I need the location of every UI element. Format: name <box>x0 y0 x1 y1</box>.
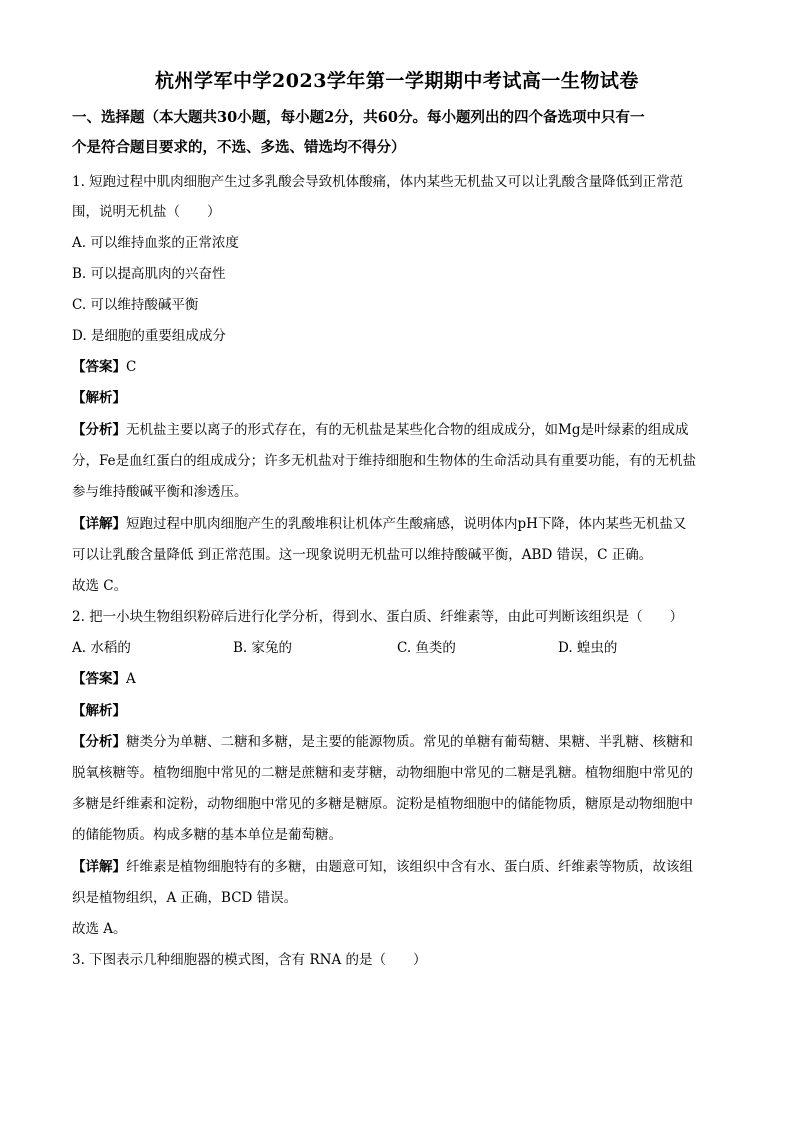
q2-fenxi-line-4: 的储能物质。构成多糖的基本单位是葡萄糖。 <box>72 827 342 843</box>
xiangjie-tag: 【详解】 <box>72 859 126 875</box>
answer-tag: 【答案】 <box>72 671 126 687</box>
q1-xiangjie-line-1 <box>72 514 722 534</box>
q2-fenxi-line-2: 脱氧核糖等。植物细胞中常见的二糖是蔗糖和麦芽糖，动物细胞中常见的二糖是乳糖。植物细胞中常见的 <box>72 765 693 781</box>
q1-option-a: A. 可以维持血浆的正常浓度 <box>72 235 239 251</box>
q2-option-a: A. 水稻的 <box>72 640 131 656</box>
q1-fenxi-line-1 <box>72 420 722 440</box>
answer-tag: 【答案】 <box>72 359 126 375</box>
q1-option-b: B. 可以提高肌肉的兴奋性 <box>72 266 226 282</box>
q2-fenxi-line-1 <box>72 732 722 752</box>
xiangjie-text: 纤维素是植物细胞特有的多糖，由题意可知，该组织中含有水、蛋白质、纤维素等物质，故该组 <box>126 859 693 875</box>
q1-option-d: D. 是细胞的重要组成成分 <box>72 328 226 344</box>
fenxi-tag: 【分析】 <box>72 734 126 750</box>
q1-stem-line-1: 1. 短跑过程中肌肉细胞产生过多乳酸会导致机体酸痛，体内某些无机盐又可以让乳酸含量降低到正常范 <box>72 174 684 190</box>
q3-stem: 3. 下图表示几种细胞器的模式图，含有 RNA 的是（ ） <box>72 952 427 968</box>
q2-option-d: D. 蝗虫的 <box>558 640 618 656</box>
fenxi-text: 糖类分为单糖、二糖和多糖，是主要的能源物质。常见的单糖有葡萄糖、果糖、半乳糖、核糖和 <box>126 734 693 750</box>
q2-stem: 2. 把一小块生物组织粉碎后进行化学分析，得到水、蛋白质、纤维素等，由此可判断该组织是（ ） <box>72 609 684 625</box>
fenxi-text: 无机盐主要以离子的形式存在，有的无机盐是某些化合物的组成成分，如Mg是叶绿素的组成成 <box>126 422 689 438</box>
q1-conclusion: 故选 C。 <box>72 578 128 594</box>
answer-value: C <box>126 359 137 375</box>
q2-xiangjie-line-1 <box>72 857 722 877</box>
q1-xiangjie-line-2: 可以让乳酸含量降低 到正常范围。这一现象说明无机盐可以维持酸碱平衡，ABD 错误，C 正确。 <box>72 547 653 563</box>
fenxi-tag: 【分析】 <box>72 422 126 438</box>
q2-option-c: C. 鱼类的 <box>397 640 456 656</box>
q1-fenxi-line-3: 参与维持酸碱平衡和渗透压。 <box>72 484 248 500</box>
section-heading-line-2: 个是符合题目要求的，不选、多选、错选均不得分） <box>72 139 406 156</box>
q2-xiangjie-line-2: 织是植物组织，A 正确，BCD 错误。 <box>72 890 298 906</box>
xiangjie-text: 短跑过程中肌肉细胞产生的乳酸堆积让机体产生酸痛感，说明体内pH下降，体内某些无机盐又 <box>126 516 687 532</box>
page-title: 杭州学军中学2023学年第一学期期中考试高一生物试卷 <box>155 70 639 92</box>
q1-option-c: C. 可以维持酸碱平衡 <box>72 297 199 313</box>
q2-conclusion: 故选 A。 <box>72 921 127 937</box>
q1-stem-line-2: 围，说明无机盐（ ） <box>72 204 221 220</box>
q1-fenxi-line-2: 分，Fe是血红蛋白的组成成分；许多无机盐对于维持细胞和生物体的生命活动具有重要功能，有的无机盐 <box>72 453 697 469</box>
xiangjie-tag: 【详解】 <box>72 516 126 532</box>
q1-answer <box>72 357 722 377</box>
section-heading-line-1: 一、选择题（本大题共30小题，每小题2分，共60分。每小题列出的四个备选项中只有一 <box>72 109 645 126</box>
q2-answer <box>72 669 722 689</box>
q2-fenxi-line-3: 多糖是纤维素和淀粉，动物细胞中常见的多糖是糖原。淀粉是植物细胞中的储能物质，糖原是动物细胞中 <box>72 796 693 812</box>
q2-jiexi-tag: 【解析】 <box>72 703 126 719</box>
answer-value: A <box>126 671 136 687</box>
q2-option-b: B. 家兔的 <box>233 640 293 656</box>
q1-jiexi-tag: 【解析】 <box>72 390 126 406</box>
